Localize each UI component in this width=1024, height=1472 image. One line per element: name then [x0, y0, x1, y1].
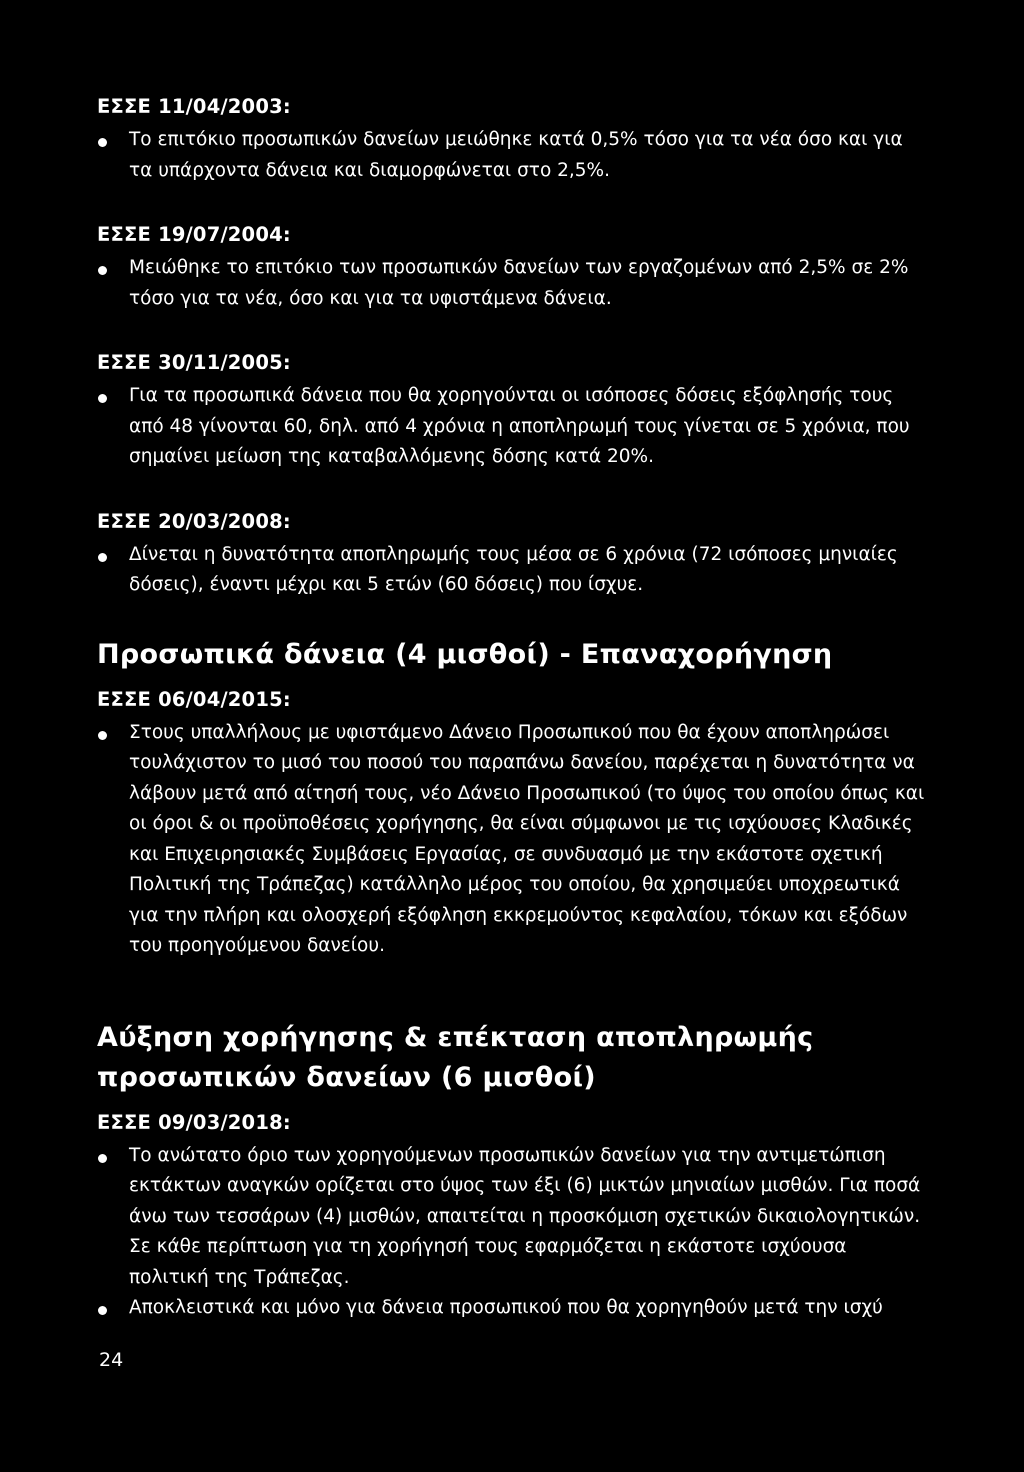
section-label: ΕΣΣΕ 09/03/2018:: [97, 1110, 291, 1134]
page-content: [97, 92, 929, 1358]
bullet-list: [97, 1141, 929, 1324]
bullet-item: [97, 718, 929, 962]
section-heading-increase-loans: Αύξηση χορήγησης & επέκταση αποπληρωμής προσωπικών δανείων (6 μισθοί): [97, 1021, 814, 1093]
bullet-list: [97, 540, 929, 601]
bullet-list: [97, 718, 929, 962]
bullet-icon: [98, 1306, 107, 1315]
bullet-text: Στους υπαλλήλους με υφιστάμενο Δάνειο Προσωπικού που θα έχουν αποπληρώσει τουλάχιστον το μισό του ποσού του παραπάνω δανείου, παρέχεται η δυνατότητα να λάβουν μετά από αίτησή τους, νέο Δάνειο Προσωπικού (το ύψος του οποίου όπως και οι όροι & οι προϋποθέσεις χορήγησης, θα είναι σύμφωνοι με τις ισχύουσες Κλαδικές και Επιχειρησιακές Συμβάσεις Εργασίας, σε συνδυασμό με την εκάστοτε σχετική Πολιτική της Τράπεζας) κατάλληλο μέρος του οποίου, θα χρησιμεύει υποχρεωτικά για την πλήρη και ολοσχερή εξόφληση εκκρεμούντος κεφαλαίου, τόκων και εξόδων του προηγούμενου δανείου.: [129, 721, 925, 956]
bullet-item: [97, 125, 929, 186]
section-2018: [97, 1108, 929, 1324]
bullet-text: Δίνεται η δυνατότητα αποπληρωμής τους μέσα σε 6 χρόνια (72 ισόποσες μηνιαίες δόσεις), έναντι μέχρι και 5 ετών (60 δόσεις) που ίσχυε.: [129, 543, 898, 595]
bullet-item: [97, 253, 929, 314]
bullet-text: Το ανώτατο όριο των χορηγούμενων προσωπικών δανείων για την αντιμετώπιση εκτάκτων αναγκών ορίζεται στο ύψος των έξι (6) μικτών μηνιαίων μισθών. Για ποσά άνω των τεσσάρων (4) μισθών, απαιτείται η προσκόμιση σχετικών δικαιολογητικών. Σε κάθε περίπτωση για τη χορήγησή τους εφαρμόζεται η εκάστοτε ισχύουσα πολιτική της Τράπεζας.: [129, 1144, 921, 1288]
bullet-item: [97, 1141, 929, 1294]
bullet-icon: [98, 731, 107, 740]
section-label: ΕΣΣΕ 06/04/2015:: [97, 687, 291, 711]
section-label: ΕΣΣΕ 11/04/2003:: [97, 95, 291, 118]
section-heading-rehire-loans: Προσωπικά δάνεια (4 μισθοί) - Επαναχορήγηση: [97, 638, 833, 670]
section-2004: [97, 220, 929, 314]
bullet-list: [97, 253, 929, 314]
section-label: ΕΣΣΕ 20/03/2008:: [97, 509, 291, 533]
bullet-list: [97, 381, 929, 473]
bullet-icon: [98, 1154, 107, 1163]
bullet-item: [97, 381, 929, 473]
bullet-text: Μειώθηκε το επιτόκιο των προσωπικών δανείων των εργαζομένων από 2,5% σε 2% τόσο για τα νέα, όσο και για τα υφιστάμενα δάνεια.: [129, 257, 909, 309]
bullet-icon: [98, 138, 107, 147]
section-2015: [97, 685, 929, 962]
section-2003: [97, 92, 929, 186]
section-2005: [97, 348, 929, 473]
page-number: 24: [99, 1349, 124, 1371]
section-label: ΕΣΣΕ 30/11/2005:: [97, 351, 291, 374]
bullet-text: Το επιτόκιο προσωπικών δανείων μειώθηκε κατά 0,5% τόσο για τα νέα όσο και για τα υπάρχοντα δάνεια και διαμορφώνεται στο 2,5%.: [129, 129, 903, 181]
bullet-item: [97, 1293, 929, 1324]
bullet-icon: [98, 553, 107, 562]
bullet-text: Αποκλειστικά και μόνο για δάνεια προσωπικού που θα χορηγηθούν μετά την ισχύ: [129, 1297, 883, 1318]
section-2008: [97, 507, 929, 601]
bullet-item: [97, 540, 929, 601]
bullet-list: [97, 125, 929, 186]
bullet-text: Για τα προσωπικά δάνεια που θα χορηγούνται οι ισόποσες δόσεις εξόφλησής τους από 48 γίνονται 60, δηλ. από 4 χρόνια η αποπληρωμή τους γίνεται σε 5 χρόνια, που σημαίνει μείωση της καταβαλλόμενης δόσης κατά 20%.: [129, 385, 910, 467]
bullet-icon: [98, 266, 107, 275]
section-label: ΕΣΣΕ 19/07/2004:: [97, 223, 291, 246]
bullet-icon: [98, 394, 107, 403]
